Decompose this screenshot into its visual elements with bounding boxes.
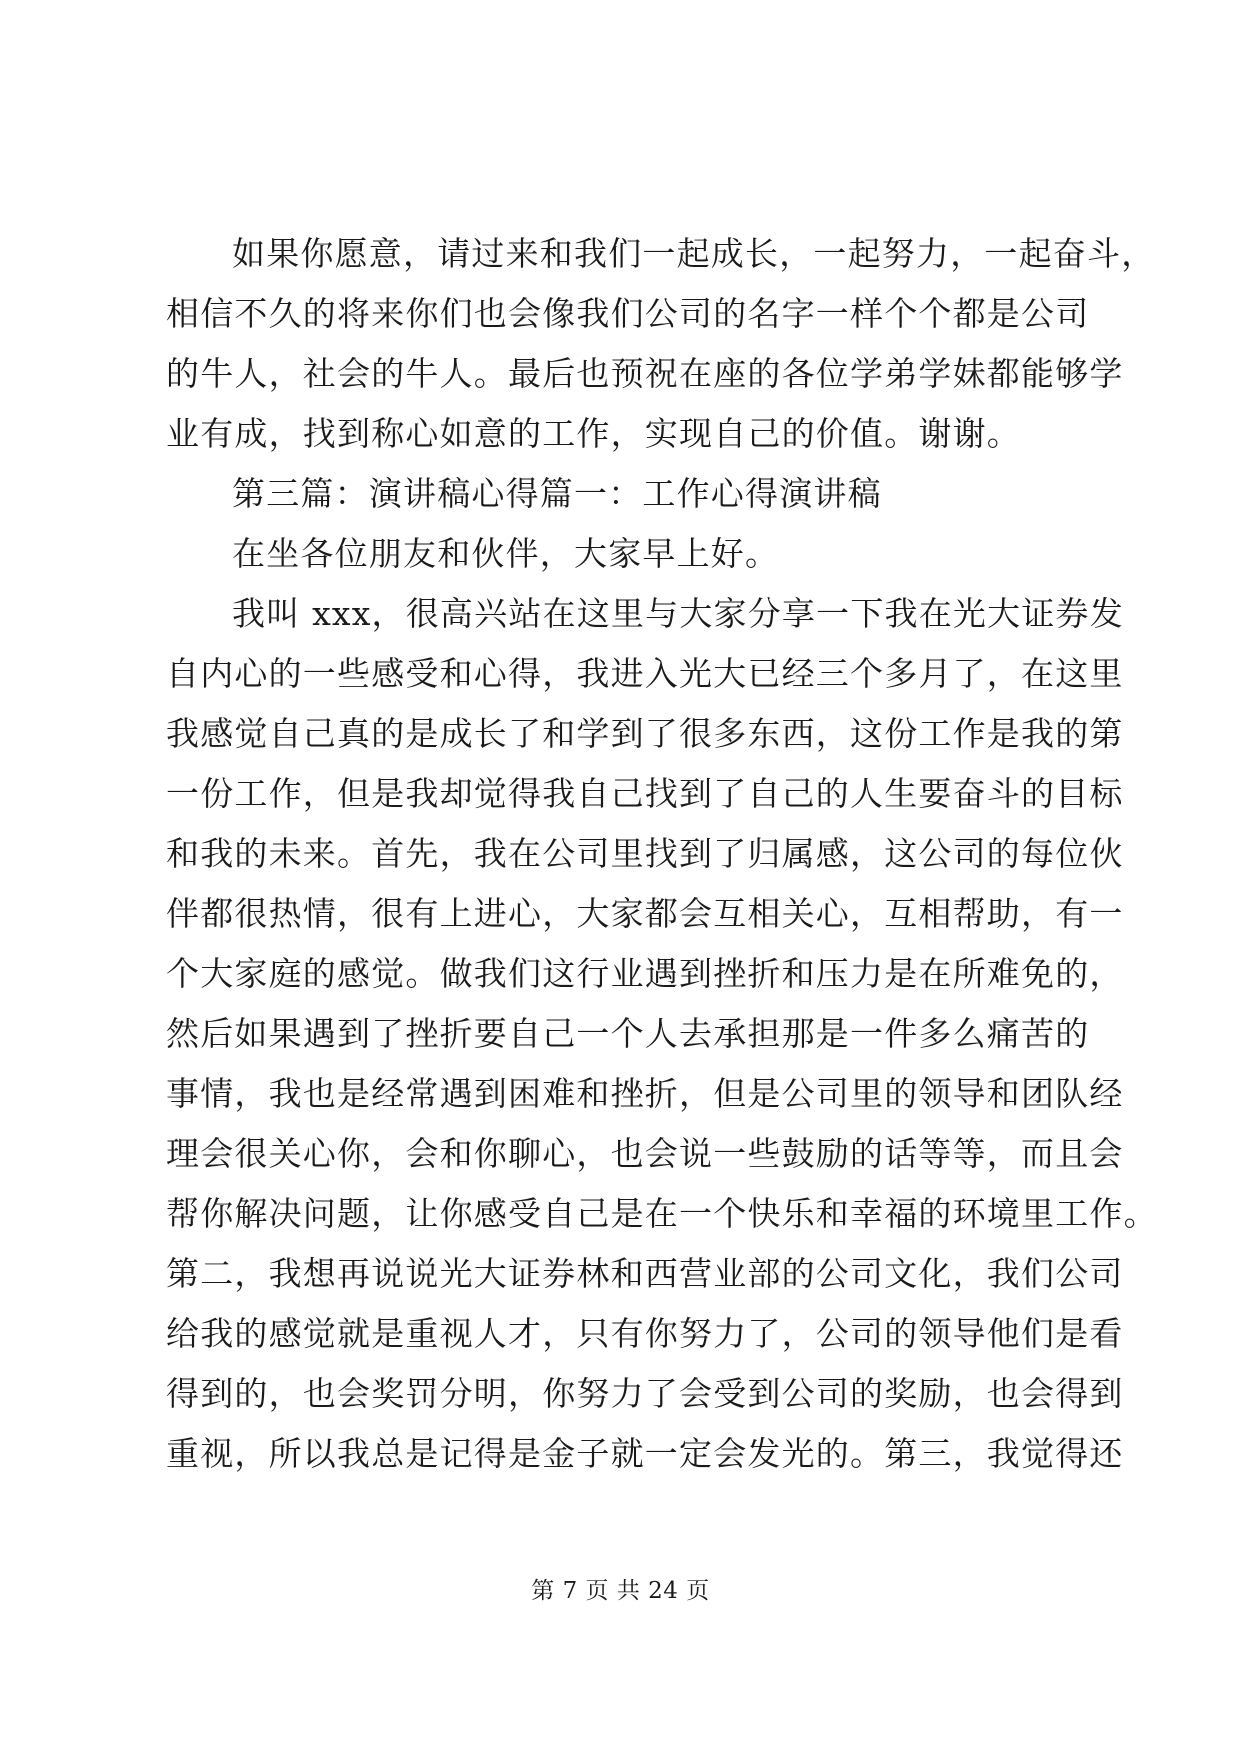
text-line: 和我的未来。首先，我在公司里找到了归属感，这公司的每位伙 xyxy=(166,834,1124,873)
text-line: 如果你愿意，请过来和我们一起成长，一起努力，一起奋斗， xyxy=(232,234,1156,273)
document-body xyxy=(166,224,1158,1484)
text-line: 伴都很热情，很有上进心，大家都会互相关心，互相帮助，有一 xyxy=(166,894,1124,933)
text-line: 帮你解决问题，让你感受自己是在一个快乐和幸福的环境里工作。 xyxy=(166,1194,1158,1233)
text-line: 给我的感觉就是重视人才，只有你努力了，公司的领导他们是看 xyxy=(166,1314,1124,1353)
text-line: 第二，我想再说说光大证券林和西营业部的公司文化，我们公司 xyxy=(166,1254,1124,1293)
text-line: 我叫 xxx，很高兴站在这里与大家分享一下我在光大证券发 xyxy=(232,594,1124,633)
page-number-footer: 第 7 页 共 24 页 xyxy=(531,1578,710,1604)
text-line: 然后如果遇到了挫折要自己一个人去承担那是一件多么痛苦的 xyxy=(166,1014,1090,1053)
text-line: 个大家庭的感觉。做我们这行业遇到挫折和压力是在所难免的， xyxy=(166,954,1124,993)
text-line: 自内心的一些感受和心得，我进入光大已经三个多月了，在这里 xyxy=(166,654,1124,693)
section-heading: 第三篇：演讲稿心得篇一：工作心得演讲稿 xyxy=(232,474,882,513)
text-line: 我感觉自己真的是成长了和学到了很多东西，这份工作是我的第 xyxy=(166,714,1124,753)
text-line: 相信不久的将来你们也会像我们公司的名字一样个个都是公司 xyxy=(166,294,1090,333)
text-line: 在坐各位朋友和伙伴，大家早上好。 xyxy=(232,534,780,573)
text-line: 一份工作，但是我却觉得我自己找到了自己的人生要奋斗的目标 xyxy=(166,774,1124,813)
text-line: 理会很关心你，会和你聊心，也会说一些鼓励的话等等，而且会 xyxy=(166,1134,1124,1173)
text-line: 的牛人，社会的牛人。最后也预祝在座的各位学弟学妹都能够学 xyxy=(166,354,1124,393)
text-line: 业有成，找到称心如意的工作，实现自己的价值。谢谢。 xyxy=(166,414,1021,453)
text-line: 得到的，也会奖罚分明，你努力了会受到公司的奖励，也会得到 xyxy=(166,1374,1124,1413)
text-line: 重视，所以我总是记得是金子就一定会发光的。第三，我觉得还 xyxy=(166,1434,1124,1473)
text-line: 事情，我也是经常遇到困难和挫折，但是公司里的领导和团队经 xyxy=(166,1074,1124,1113)
